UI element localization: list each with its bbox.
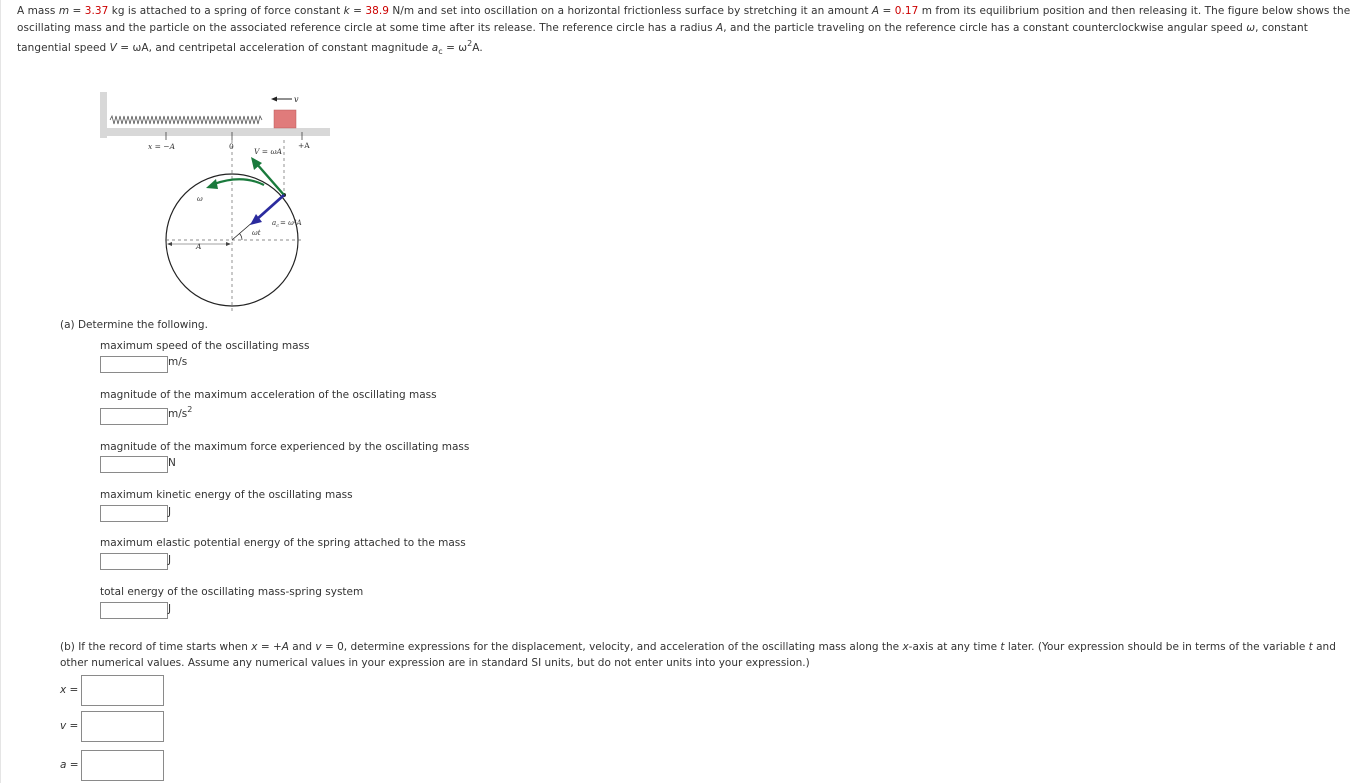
acceleration-arrow [256,195,284,220]
q3-unit: N [168,457,176,469]
surface [100,128,330,136]
x-expression-input[interactable] [81,675,164,706]
q2-unit: $m/s^2$ [168,404,193,420]
q4-unit: J [168,506,172,518]
q1-label: maximum speed of the oscillating mass [100,340,310,352]
q5-unit: J [168,554,172,566]
V-label: V = ωA [254,147,283,156]
velocity-arrow [256,163,284,195]
q1-unit: m/s [168,356,188,368]
mass-block [274,110,296,128]
omega-label: ω [197,195,203,203]
ac-label: $a_c= \omega^2A$ [272,219,302,229]
max-potential-energy-input[interactable] [100,553,168,570]
v-expression-label: v = [60,720,79,732]
x-expression-label: x = [60,684,79,696]
omega-t-label: ωt [252,229,261,237]
part-a-heading: (a) Determine the following. [60,319,208,331]
total-energy-input[interactable] [100,602,168,619]
part-b-statement: (b) If the record of time starts when x = +A and v = 0, determine expressions for the displacement, velocity, and acceleration of the oscillating mass along the x-axis at any time t later. (Your expression should be in terms of the variable t and other numerical values. Assume any numerical values in your expression are in standard SI units, but do not enter units into your expression.) [60,641,1336,669]
spring-constant-value: 38.9 [365,5,390,17]
q6-unit: J [168,603,172,615]
a-expression-label: a = [60,759,79,771]
q4-label: maximum kinetic energy of the oscillating mass [100,489,353,501]
page-left-border [0,0,1,783]
omega-arrow [214,179,264,185]
q5-label: maximum elastic potential energy of the spring attached to the mass [100,537,466,549]
a-expression-input[interactable] [81,750,164,781]
spring [110,116,262,124]
v-label: v [294,95,299,104]
max-speed-input[interactable] [100,356,168,373]
q6-label: total energy of the oscillating mass-spring system [100,586,364,598]
x-neg-label: x = −A [148,142,175,151]
q3-label: magnitude of the maximum force experienced by the oscillating mass [100,441,470,453]
q2-label: magnitude of the maximum acceleration of the oscillating mass [100,389,437,401]
zero-label: 0 [229,142,234,151]
pos-a-label: +A [298,141,310,150]
problem-statement: A mass m = 3.37 kg is attached to a spring of force constant k = 38.9 N/m and set into oscillation on a horizontal frictionless surface by stretching it an amount A = 0.17 m from its equilibrium position and then releasing it. The figure below shows the oscillating mass and the particle on the associated reference circle at some time after its release. The reference circle has a radius A, and the particle traveling on the reference circle has a constant counterclockwise angular speed ω, constant tangential speed V = ωA, and centripetal acceleration of constant magnitude $a_c = \omega^2A$. [17,5,1351,56]
reference-circle-figure [96,88,336,313]
max-force-input[interactable] [100,456,168,473]
radius-label: A [196,242,202,251]
mass-value: 3.37 [84,5,109,17]
amplitude-value: 0.17 [894,5,919,17]
max-acceleration-input[interactable] [100,408,168,425]
max-kinetic-energy-input[interactable] [100,505,168,522]
v-expression-input[interactable] [81,711,164,742]
